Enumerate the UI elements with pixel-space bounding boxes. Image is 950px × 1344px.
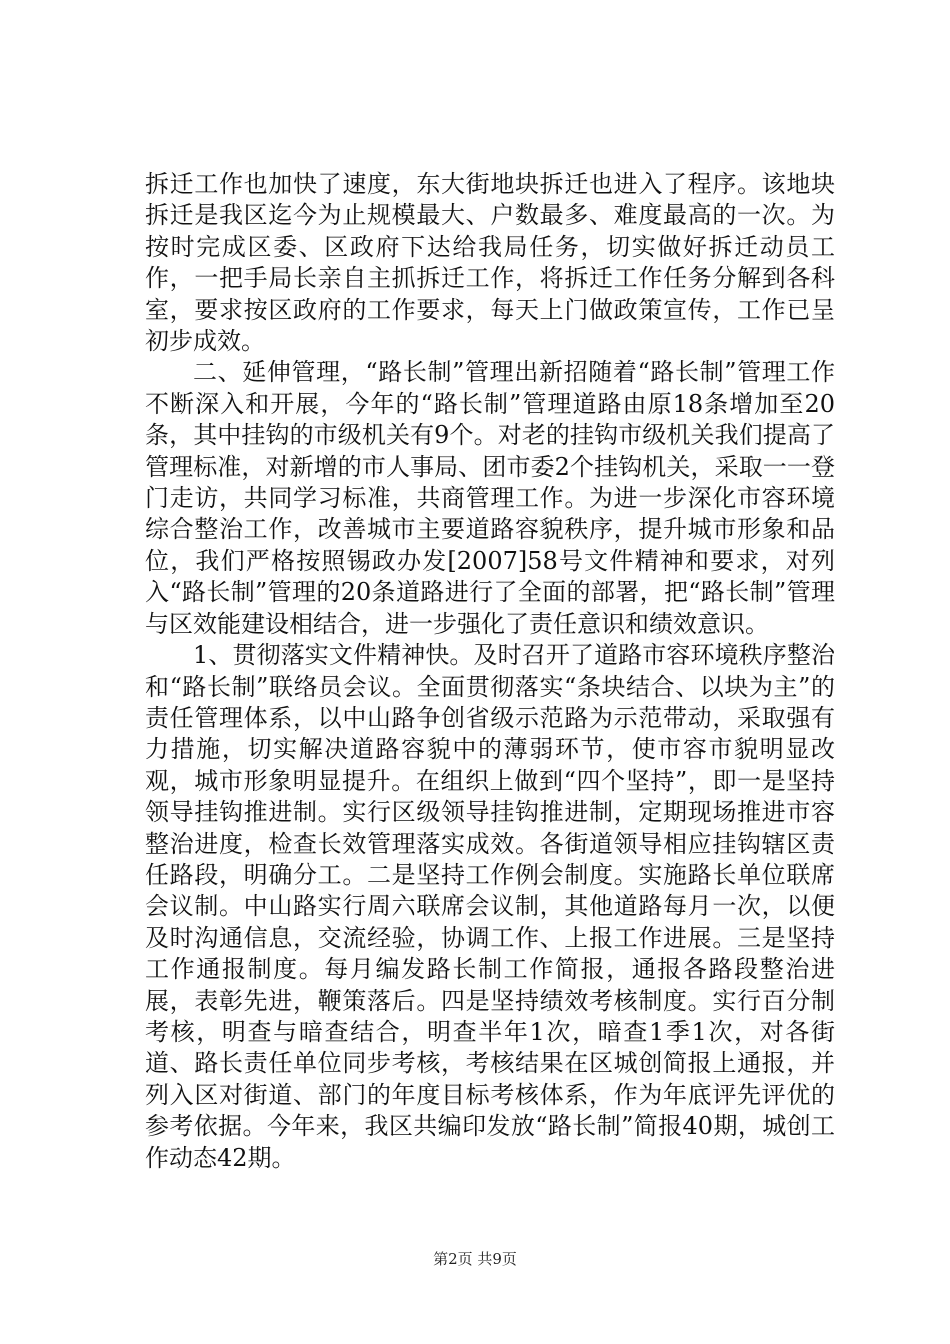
paragraph-road-chief-system: 二、延伸管理，“路长制”管理出新招随着“路长制”管理工作不断深入和开展，今年的“路长制”管理道路由原18条增加至20条，其中挂钩的市级机关有9个。对老的挂钩市级机关我们提高了管理标准，对新增的市人事局、团市委2个挂钩机关，采取一一登门走访，共同学习标准，共商管理工作。为进一步深化市容环境综合整治工作，改善城市主要道路容貌秩序，提升城市形象和品位，我们严格按照锡政办发[2007]58号文件精神和要求，对列入“路长制”管理的20条道路进行了全面的部署，把“路长制”管理与区效能建设相结合，进一步强化了责任意识和绩效意识。 bbox=[145, 358, 835, 638]
page-number-footer: 第2页 共9页 bbox=[433, 1250, 517, 1268]
paragraph-demolition: 拆迁工作也加快了速度，东大街地块拆迁也进入了程序。该地块拆迁是我区迄今为止规模最大、户数最多、难度最高的一次。为按时完成区委、区政府下达给我局任务，切实做好拆迁动员工作，一把手局长亲自主抓拆迁工作，将拆迁工作任务分解到各科室，要求按区政府的工作要求，每天上门做政策宣传，工作已呈初步成效。 bbox=[145, 170, 835, 356]
paragraph-implementation: 1、贯彻落实文件精神快。及时召开了道路市容环境秩序整治和“路长制”联络员会议。全面贯彻落实“条块结合、以块为主”的责任管理体系，以中山路争创省级示范路为示范带动，采取强有力措施，切实解决道路容貌中的薄弱环节，使市容市貌明显改观，城市形象明显提升。在组织上做到“四个坚持”，即一是坚持领导挂钩推进制。实行区级领导挂钩推进制，定期现场推进市容整治进度，检查长效管理落实成效。各街道领导相应挂钩辖区责任路段，明确分工。二是坚持工作例会制度。实施路长单位联席会议制。中山路实行周六联席会议制，其他道路每月一次，以便及时沟通信息，交流经验，协调工作、上报工作进展。三是坚持工作通报制度。每月编发路长制工作简报，通报各路段整治进展，表彰先进，鞭策落后。四是坚持绩效考核制度。实行百分制考核，明查与暗查结合，明查半年1次，暗查1季1次，对各街道、路长责任单位同步考核，考核结果在区城创简报上通报，并列入区对街道、部门的年度目标考核体系，作为年底评先评优的参考依据。今年来，我区共编印发放“路长制”简报40期，城创工作动态42期。 bbox=[145, 641, 835, 1172]
document-body bbox=[145, 169, 835, 1174]
